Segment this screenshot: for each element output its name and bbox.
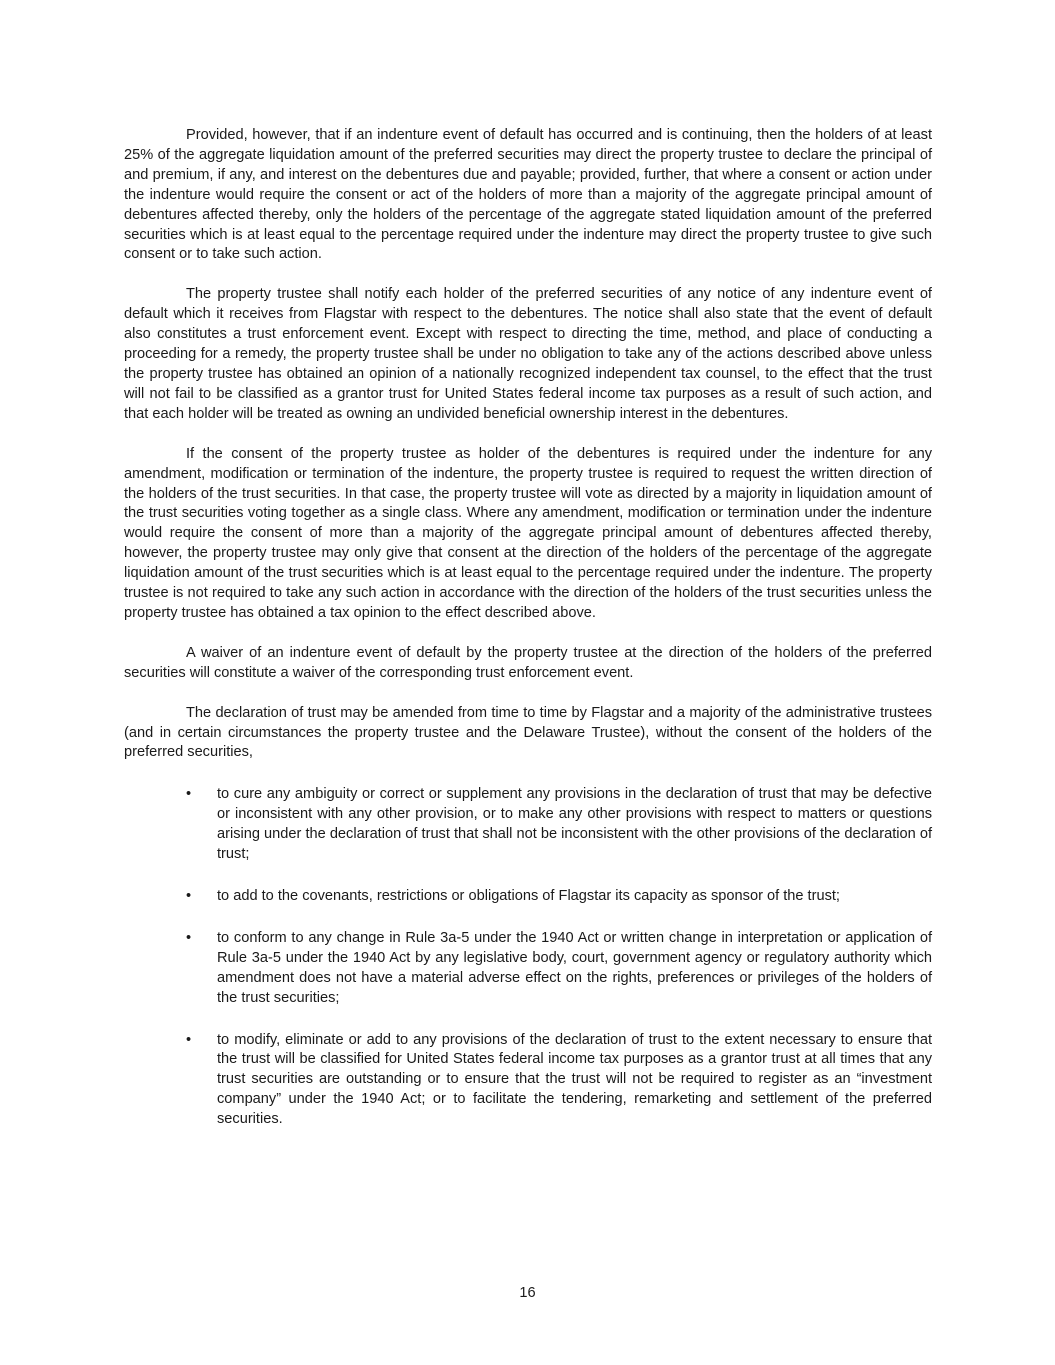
list-item — [124, 785, 932, 865]
page-number: 16 — [519, 1285, 536, 1301]
paragraph-amendment: The declaration of trust may be amended from time to time by Flagstar and a majority of the administrative trustees (and in certain circumstances the property trustee and the Delaware Trustee), without the consent of the holders of the preferred securities, — [124, 704, 932, 761]
paragraph-consent-required: If the consent of the property trustee as holder of the debentures is required under the indenture for any amendment, modification or termination of the indenture, the property trustee is required to request the written direction of the holders of the trust securities. In that case, the property trustee will vote as directed by a majority in liquidation amount of the trust securities voting together as a single class. Where any amendment, modification or termination under the indenture would require the consent of more than a majority of the aggregate principal amount of debentures affected thereby, however, the property trustee may only give that consent at the direction of the holders of the percentage of the aggregate liquidation amount of the trust securities which is at least equal to the percentage required under the indenture. The property trustee is not required to take any such action in accordance with the direction of the holders of the trust securities unless the property trustee has obtained a tax opinion to the effect described above. — [124, 445, 932, 621]
bullet-text: to conform to any change in Rule 3a-5 under the 1940 Act or written change in interpretation or application of Rule 3a-5 under the 1940 Act by any legislative body, court, government agency or regulatory authority which amendment does not have a material adverse effect on the rights, preferences or privileges of the holders of the trust securities; — [217, 929, 932, 1006]
bullet-icon: • — [186, 888, 192, 904]
document-page — [124, 126, 932, 1152]
list-item — [124, 929, 932, 1009]
bullet-icon: • — [186, 1031, 192, 1048]
bullet-icon: • — [186, 786, 192, 803]
bullet-text: to add to the covenants, restrictions or obligations of Flagstar its capacity as sponsor of the trust; — [217, 888, 840, 904]
paragraph-trustee-notice: The property trustee shall notify each holder of the preferred securities of any notice of any indenture event of default which it receives from Flagstar with respect to the debentures. The notice shall also state that the event of default also constitutes a trust enforcement event. Except with respect to directing the time, method, and place of conducting a proceeding for a remedy, the property trustee shall be under no obligation to take any of the actions described above unless the property trustee has obtained an opinion of a nationally recognized independent tax counsel, to the effect that the trust will not fail to be classified as a grantor trust for United States federal income tax purposes as a result of such action, and that each holder will be treated as owning an undivided beneficial ownership interest in the debentures. — [124, 286, 932, 422]
bullet-text: to modify, eliminate or add to any provisions of the declaration of trust to the extent necessary to ensure that the trust will be classified for United States federal income tax purposes as a grantor trust at all times that any trust securities are outstanding or to ensure that the trust will not be required to register as an “investment company” under the 1940 Act; or to facilitate the tendering, remarketing and settlement of the preferred securities. — [217, 1031, 932, 1128]
list-item — [124, 887, 932, 907]
bullet-icon: • — [186, 929, 192, 946]
paragraph-waiver: A waiver of an indenture event of default by the property trustee at the direction of the holders of the preferred securities will constitute a waiver of the corresponding trust enforcement event. — [124, 644, 932, 681]
list-item — [124, 1031, 932, 1131]
bullet-text: to cure any ambiguity or correct or supplement any provisions in the declaration of trust that may be defective or inconsistent with any other provision, or to make any other provisions with respect to matters or questions arising under the declaration of trust that shall not be inconsistent with the other provisions of the declaration of trust; — [217, 786, 932, 863]
paragraph-default-direction: Provided, however, that if an indenture event of default has occurred and is continuing, then the holders of at least 25% of the aggregate liquidation amount of the preferred securities may direct the property trustee to declare the principal of and premium, if any, and interest on the debentures due and payable; provided, further, that where a consent or action under the indenture would require the consent or act of the holders of more than a majority of the aggregate principal amount of debentures affected thereby, only the holders of the percentage of the aggregate stated liquidation amount of the preferred securities which is at least equal to the percentage required under the indenture may direct the property trustee to give such consent or to take such action. — [124, 127, 932, 263]
amendment-bullet-list — [124, 785, 932, 1130]
